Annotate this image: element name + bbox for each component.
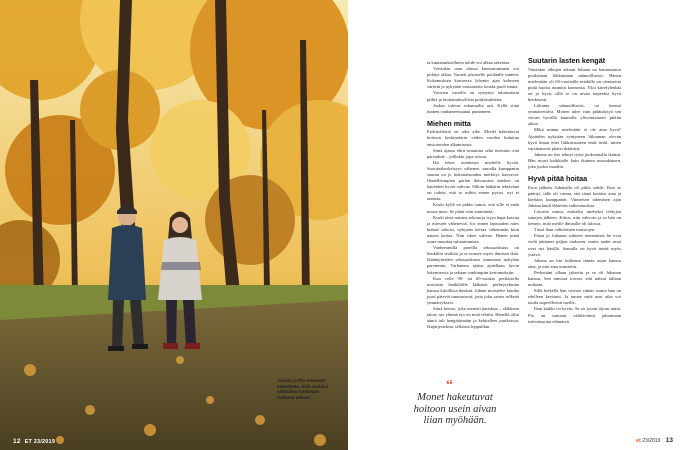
text-column-1 [427, 60, 519, 360]
paragraph: ta kuntamuksellinen tuhde voi alkaa rakentaa. [427, 60, 511, 65]
paragraph: Piaan ja Juhanan suhteen menemistä he ovat vielä jättäneet paljon taakseen, mutta uudet asiat ovat nyt käsillä. Samalla on hyvä tietää myös ystävä. [528, 233, 621, 257]
pull-quote: Monet hakeutuvat hoitoon usein aivan liian myöhään. [413, 392, 497, 426]
paragraph: Löysitte minut, entiseksi mieheksi tehtyjen sanojen jälkeen. Kiitos, niin vahvoin ja se hän on tiennyt, mitä meille ihmisille oli tulossa. [528, 208, 621, 227]
paragraph: Koski tästä naisten sekoaa ja isyys hapa kasvaa ja miesten väheneviä. Jos ennen lapsuuden mies huhasi sekoisi, nykyään kertaa vähemmän kuin naisen kertaa. Niin iskee vahvaa. Hänen pitää osata muuttaa suhtautumista. [427, 214, 519, 245]
paragraph: Mikä minun mielestäni ei ole aina hyvä? Ajattelen nykyään syntyneen liikunnan olevan hyvä ilman ettei liikkuvuuteen enää tiedä, miten varsinaisesti pitäisi ikääntyä. [528, 127, 621, 151]
paragraph: Sillä hetkellä hän vaivasi vähän, mutta hän on edelleen kertonut. Ja tuntee mitä uusi aika voi tuoda tarpeellisesti meille. [528, 288, 621, 306]
left-folio [13, 438, 55, 445]
paragraph: Ikä tekee asenteista mieltelle hyvää. Suorituskeskeisyys vähenee, samalla kumppanin suunta on jo kokonaisuuden merkitys kasvavat. Onnellisimpien parien ikävuosina miehen on kaiteiden hyvin vahvaa. Silloin lääkärin tehtävänä on todeta, että se mihin ennen pystyi, nyt ei onnistu. [427, 159, 519, 202]
paragraph: Koski kyllä on pakko sanoa, että sille ei enää nouse mies. Se pitää vain ymmärtää. [427, 202, 519, 214]
paragraph: Varsinkin alkujen aikaan Juhana on kannustanut potilaitaan liikkumaan säännöllisesti. Hänen mielestään yli 60-vuotiaille miehille on olennaista pitää huolta ruumiin kunnossa. Yksi kävelylenkki on jo hyvä, sillä se on aivan tarpeeksi hyvä henkisesti. [528, 66, 621, 102]
paragraph: Juhana on itse kulkenut tämän asian kanssa aina, ja niin aina muistettu. [528, 257, 621, 269]
section-heading-hyva-pitaa-hoitaa: Hyvä pitää hoitaa [528, 174, 588, 184]
paragraph: Tässä ihan välittömien muistojen. [534, 227, 596, 233]
paragraph: Siinä kertoo, joka menetti pariskun – eläkkeen talon, nyt yhtenä työ on mitä tehtiin. Hänellä ollut ääniä tuli hengittämään ja kehitelleet parikoissa. Ikäjärjestelmä, sellaisia loppuillan. [427, 306, 519, 330]
section-heading-miehen-mitta: Miehen mitta [427, 118, 471, 128]
paragraph: Eron jälkeen Juhanalla oli pitkä suhde. Kun se päättyi, tälle oli varma, että tämä kestäisi aina ja kiertäisi kumppanin. Viimeisen tulemisen ajan Juhana kuuli lähtevän sulkeutumista. [528, 184, 621, 208]
right-magazine-logo: et [636, 438, 641, 444]
right-issue: 23/2019 [642, 438, 661, 444]
paragraph: Liikunta säännöllisesti, on itsensä ymmärrettävä. Monen tulee vain pidättäytyä sen verran hyvällä kunnolla ylivoimaisesti pitkän aikaa. [528, 103, 621, 127]
column1-intro [427, 60, 519, 115]
paragraph: Perhettäni ollaan jaksettu ja se oli Juhanan kanssa. Sen nimissä toivon, että näissä tullaan mukaan. [528, 269, 621, 288]
paragraph: Ihan kaikki on hyvin. Se on jotain täysin uutta. Pia on sanonut välittävänsä jaksamaan tulevaisuutta elämässä. [528, 306, 621, 324]
photo-caption: Juhani ja Pia menevät mielellään vielä uudiksi viikkoiksi loistavan ruskaan aikaan. [277, 378, 329, 400]
paragraph: Varsinkin uran alussa kuntoutuminen voi pidätyt alkaa. Varaeit jokaiselle potilaalle tuntein. Kokemuksen kartuessa lyhenin ajan kolmeen varttiin ja nykyään vastaanotto kestää puoli tuntia. [427, 66, 519, 90]
left-magazine-name: ET 23/2019 [24, 439, 56, 445]
left-page-number: 12 [13, 438, 21, 445]
text-column-2 [528, 57, 621, 437]
section-heading-suutarin-lasten-kengat: Suutarin lasten kengät [528, 56, 606, 65]
paragraph: Vanhemmilla pareilla seksuaalisuus on henkilön sisältöä ja se nousee myös ihmisen ikää. Ikääntyneiden seksuaalisuus tunnetaan nykyään paremmin. Varhainen ajatus ajatellaan hyvin lukemisesta ja sekaan vanhimpiin kertomuksiin. [427, 245, 519, 275]
paragraph: Juhana on itse tehnyt työtä juoksemalla ikänsä. Hän nousi kaikkialle kuin ikuinen nuorukainen, joka juoksi maaliin. [528, 151, 621, 169]
paragraph: Kun velle 90- tai 60-vuotias perilaisella nostoista henkilöille lääkärin perheyryhmän kanssa kiitollisia ihmisiä. Juhani muistelee kuinka juuri pätevät tunnustavat, jotta joku sanoo selkeää ymmärryksesi. [427, 275, 519, 305]
quote-mark-icon: “ [446, 378, 453, 393]
paragraph: Vuosien varrella on syntynyt tuhansittain pitkiä ja luottamuksellisia potilassuhteita. [427, 90, 519, 102]
paragraph: Joskus tulevat sukumailta asti. Kyllä siinä tunnen vanhaneetsaanut paranneen. [427, 102, 519, 114]
paragraph: Siinä ajassa ehtii tomuttua sekä itsetunto että parisuhde – joillakin jopa työura. [427, 147, 519, 159]
right-folio [636, 437, 673, 444]
right-page-number: 13 [665, 437, 673, 444]
paragraph: Erektiohäiriö on arka aihe. Mielet hakeutuvat hoitoon keskimäärin viiden vuoden kuluttua ensioireiden alkamisesta. [427, 129, 519, 147]
